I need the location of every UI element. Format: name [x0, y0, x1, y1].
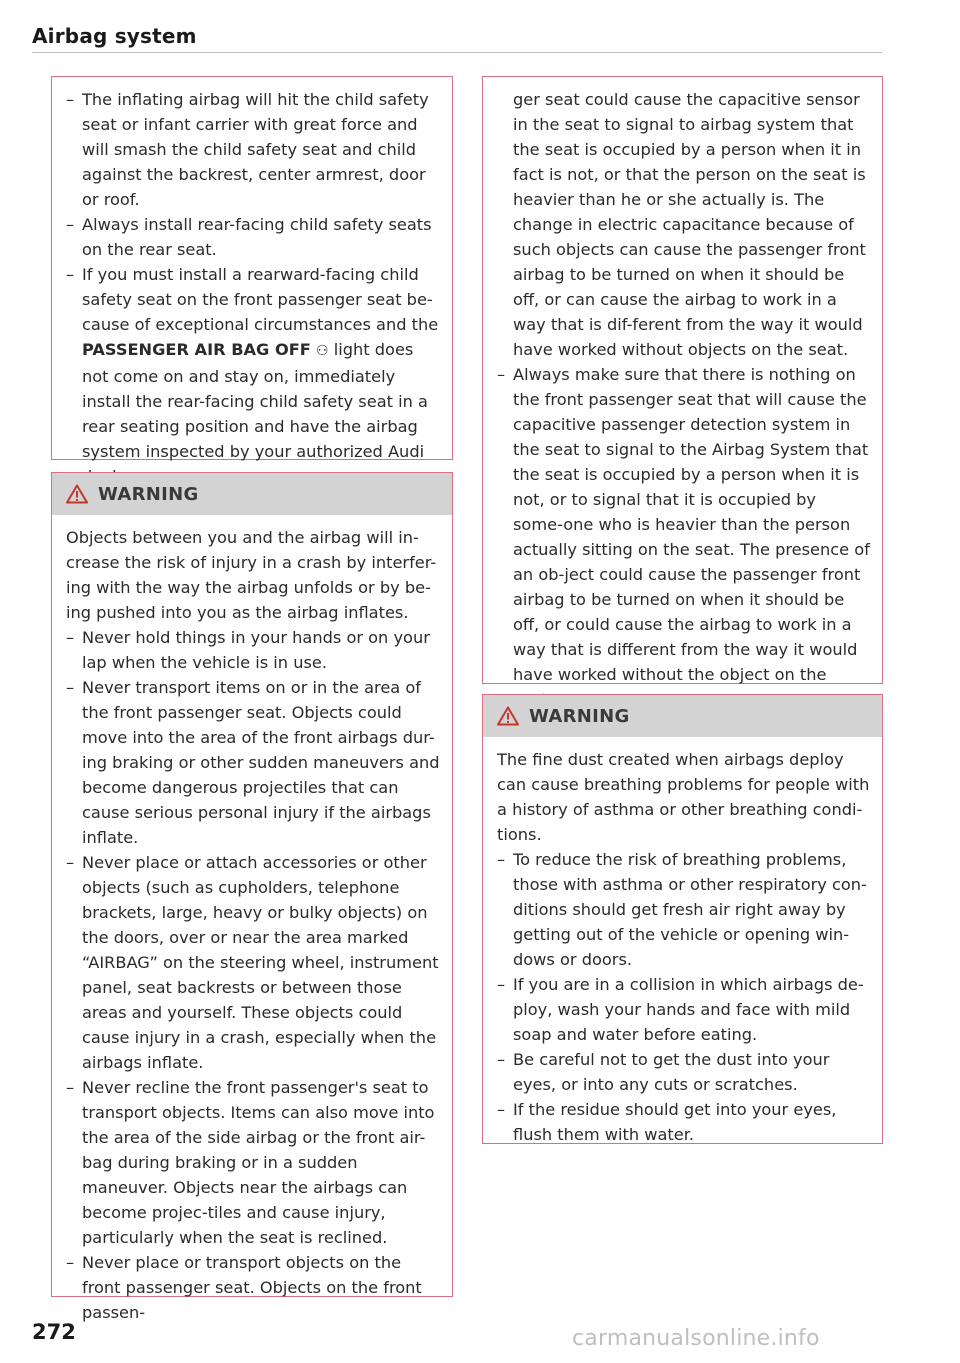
list-item: – Always make sure that there is nothing on the front passenger seat that will cause the capacitive passenger detection system in the seat to signal to the Airbag System that the seat is occupied by a person when it is not, or to signal that it is occupied by some-one who is heavier than the person actually sitting on the seat. The presence of an ob-ject could cause the passenger front airbag to be turned on when it should be off, or could cause the airbag to work in a way that is different from the way it would have worked without the object on the: [497, 362, 870, 712]
page-number: 272: [32, 1320, 76, 1344]
list-item-text: If you must install a rearward-facing child safety seat on the front passenger seat be-cause of exceptional circumstances and the: [82, 265, 439, 334]
list-item: – Never recline the front passenger's seat to transport objects. Items can also move into the area of the side airbag or the front air-bag during braking or in a sudden maneuver. Objects near the airbags can become projec-tiles and cause injury, particularly when the seat is reclined.: [66, 1075, 440, 1250]
left-continuation-box: [51, 76, 453, 460]
right-warning-box: [482, 694, 883, 1144]
list-item: – The inflating airbag will hit the child safety seat or infant carrier with great force and will smash the child safety seat and child against the backrest, center armrest, door or roof.: [66, 87, 440, 212]
warning-triangle-icon: [66, 484, 88, 504]
list-item: – If the residue should get into your eyes, flush them with water.: [497, 1097, 870, 1147]
right-continuation-box: [482, 76, 883, 684]
list-item: – Never transport items on or in the area of the front passenger seat. Objects could move into the area of the front airbags dur-ing braking or other sudden maneuvers and become dangerous projectiles that can cause serious personal injury if the airbags inflate.: [66, 675, 440, 850]
list-item: – Be careful not to get the dust into your eyes, or into any cuts or scratches.: [497, 1047, 870, 1097]
list-item: – Always install rear-facing child safety seats on the rear seat.: [66, 212, 440, 262]
warning-intro: The fine dust created when airbags deploy can cause breathing problems for people with a history of asthma or other breathing condi-tions.: [497, 750, 870, 844]
passenger-airbag-off-icon: ⚇: [316, 343, 329, 359]
warning-title: WARNING: [98, 483, 199, 505]
header-divider: [32, 52, 882, 53]
capacitive-sensor-list: [497, 87, 870, 712]
list-item: – To reduce the risk of breathing problems, those with asthma or other respiratory con-ditions should get fresh air right away by getting out of the vehicle or opening win-dows or doors.: [497, 847, 870, 972]
warning-title: WARNING: [529, 705, 630, 727]
warning-list: [66, 625, 440, 1325]
warning-header: [52, 473, 452, 515]
page-header-title: Airbag system: [32, 24, 197, 48]
warning-header: [483, 695, 882, 737]
warning-list: [497, 847, 870, 1147]
list-item: – If you are in a collision in which airbags de-ploy, wash your hands and face with mild soap and water before eating.: [497, 972, 870, 1047]
list-item: – Never place or attach accessories or other objects (such as cupholders, telephone brackets, large, heavy or bulky objects) on the doors, over or near the area marked “AIRBAG” on the steering wheel, instrument panel, seat backrests or between those areas and yourself. These objects could cause injury in a crash, especially when the airbags inflate.: [66, 850, 440, 1075]
left-warning-box: [51, 472, 453, 1322]
passenger-airbag-off-label: PASSENGER AIR BAG OFF: [82, 340, 311, 359]
list-item: [66, 262, 440, 489]
list-item-text: light does not come on and stay on, immediately install the rear-facing child safety seat in a rear seating position and have the airbag system inspected by your authorized Audi: [82, 340, 428, 461]
warning-triangle-icon: [497, 706, 519, 726]
list-item: – Never place or transport objects on the front passenger seat. Objects on the front passen-: [66, 1250, 440, 1325]
list-item: – Never hold things in your hands or on your lap when the vehicle is in use.: [66, 625, 440, 675]
list-item-continuation: ger seat could cause the capacitive sensor in the seat to signal to airbag system that the seat is occupied by a person when it in fact is not, or that the person on the seat is heavier than he or she actually is. The change in electric capacitance because of such objects can cause the passenger front airbag to be turned on when it should be off, or can cause the airbag to work in a way that is dif-ferent from the way it would have worked without objects on the seat.: [513, 90, 866, 359]
watermark: carmanualsonline.info: [572, 1326, 820, 1351]
child-seat-list: [66, 87, 440, 489]
warning-intro: Objects between you and the airbag will in-crease the risk of injury in a crash by interfer-ing with the way the airbag unfolds or by be-ing pushed into you as the airbag inflates.: [66, 528, 437, 622]
